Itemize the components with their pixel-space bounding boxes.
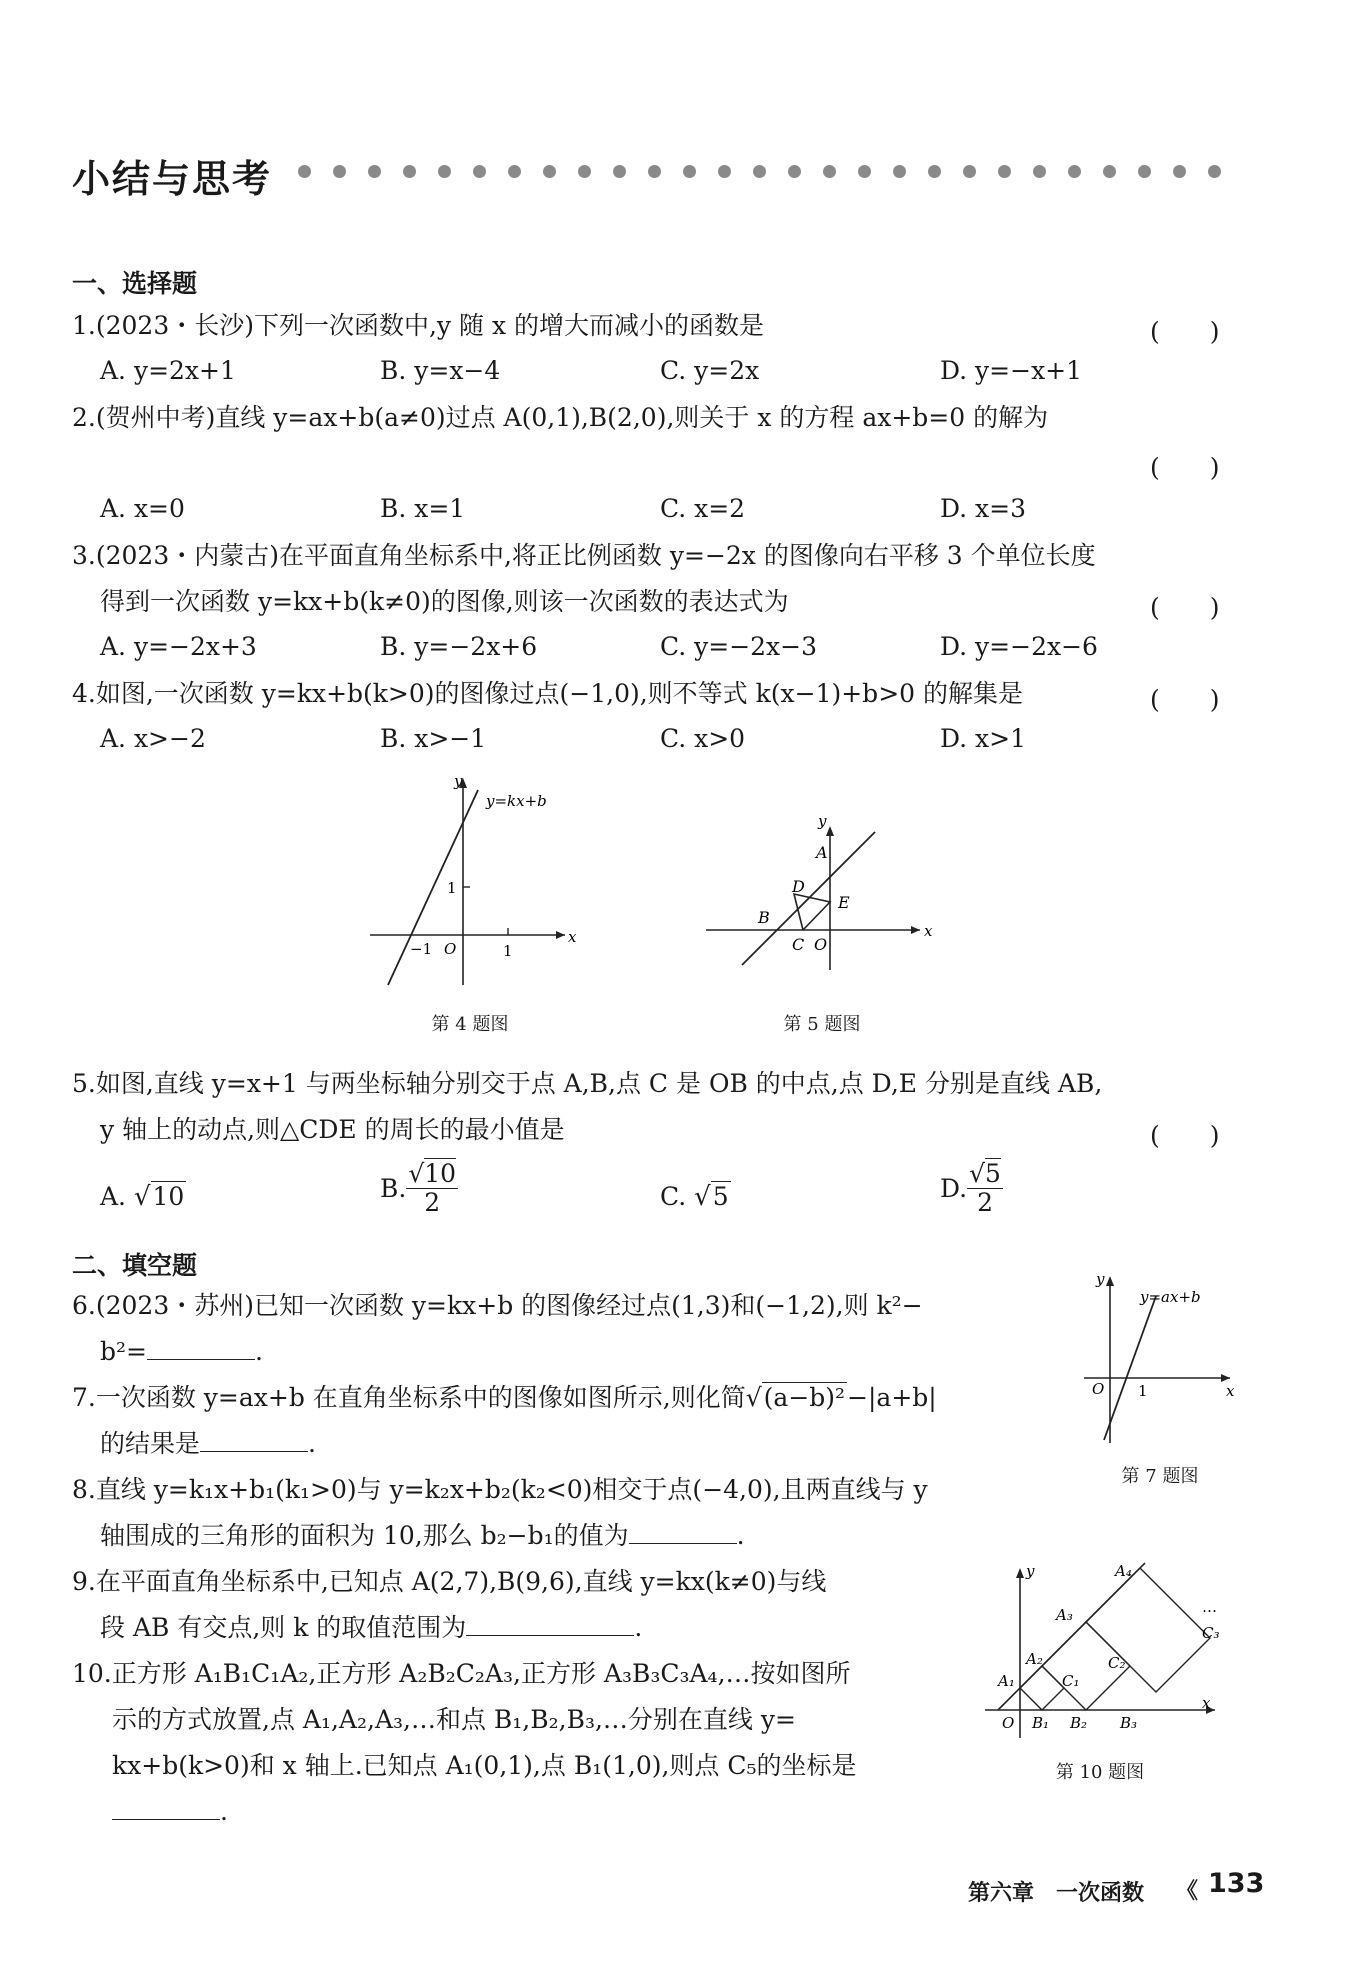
divider-dot xyxy=(893,165,906,178)
q9-answer-blank[interactable] xyxy=(466,1613,634,1636)
divider-dot xyxy=(753,165,766,178)
fig10-a2: A₂ xyxy=(1026,1650,1043,1668)
q3-text-line2: 得到一次函数 y=kx+b(k≠0)的图像,则该一次函数的表达式为 xyxy=(100,587,789,616)
fig7-one: 1 xyxy=(1138,1382,1148,1400)
fig4-origin: O xyxy=(444,940,457,958)
fig7-y-arrow xyxy=(1106,1276,1114,1286)
fig7-origin: O xyxy=(1092,1380,1105,1398)
fig10-b2: B₂ xyxy=(1070,1714,1088,1732)
q1-option-b: B. y=x−4 xyxy=(380,356,501,385)
figure-7-graph xyxy=(1080,1268,1240,1448)
page-title: 小结与思考 xyxy=(72,157,273,201)
fig10-square-3 xyxy=(1086,1568,1210,1692)
q9-text-line2 xyxy=(100,1612,642,1644)
divider-dot xyxy=(1103,165,1116,178)
q10-answer-blank[interactable] xyxy=(112,1797,220,1820)
fig5-y-arrow xyxy=(826,826,834,836)
q4-option-b: B. x>−1 xyxy=(380,724,487,753)
q1-text: 1.(2023・长沙)下列一次函数中,y 随 x 的增大而减小的函数是 xyxy=(72,311,764,340)
q4-answer-paren: ( ) xyxy=(1150,685,1220,714)
fig10-b3: B₃ xyxy=(1120,1714,1138,1732)
q6-line2-text: b²= xyxy=(100,1337,147,1366)
q6-text-line2 xyxy=(100,1336,263,1368)
divider-dot xyxy=(648,165,661,178)
q2-option-c: C. x=2 xyxy=(660,494,746,523)
q5-option-b-radicand: 10 xyxy=(424,1159,457,1188)
q5-option-c-prefix: C. xyxy=(660,1182,695,1211)
divider-dot xyxy=(333,165,346,178)
divider-dot xyxy=(578,165,591,178)
fig10-y-label: y xyxy=(1026,1562,1035,1580)
divider-dot xyxy=(473,165,486,178)
fig4-y-label: y xyxy=(454,772,463,790)
sqrt-sign: √ xyxy=(969,1159,986,1188)
divider-dot xyxy=(368,165,381,178)
q5-option-b-denominator: 2 xyxy=(424,1188,441,1217)
fig10-a1: A₁ xyxy=(998,1672,1015,1690)
fig10-square-1 xyxy=(1020,1666,1064,1710)
divider-dot xyxy=(683,165,696,178)
figure-10-caption: 第 10 题图 xyxy=(1055,1762,1145,1783)
q1-option-c: C. y=2x xyxy=(660,356,760,385)
fig10-b1: B₁ xyxy=(1032,1714,1050,1732)
q3-option-c: C. y=−2x−3 xyxy=(660,632,818,661)
q10-period: . xyxy=(220,1797,228,1826)
divider-dot xyxy=(1138,165,1151,178)
fig10-a4: A₄ xyxy=(1115,1562,1132,1580)
fig5-line-ab xyxy=(742,832,875,965)
fig5-y-label: y xyxy=(818,812,827,830)
q5-text-line1: 5.如图,直线 y=x+1 与两坐标轴分别交于点 A,B,点 C 是 OB 的中点,点 D,E 分别是直线 AB, xyxy=(72,1069,1103,1098)
fig5-point-a: A xyxy=(816,843,828,862)
divider-dot xyxy=(823,165,836,178)
figure-4-caption: 第 4 题图 xyxy=(431,1014,509,1035)
q6-text-line1: 6.(2023・苏州)已知一次函数 y=kx+b 的图像经过点(1,3)和(−1,2),则 k²− xyxy=(72,1291,923,1320)
q1-option-a: A. y=2x+1 xyxy=(100,356,236,385)
figure-5-caption: 第 5 题图 xyxy=(783,1014,861,1035)
fig5-triangle-cde xyxy=(794,894,830,930)
q5-option-b-fraction xyxy=(406,1160,458,1217)
divider-dot xyxy=(298,165,311,178)
q1-answer-paren: ( ) xyxy=(1150,317,1220,346)
q7-radicand: (a−b)² xyxy=(763,1383,846,1412)
fig10-y-arrow xyxy=(1016,1568,1024,1578)
q5-option-d xyxy=(940,1160,1003,1217)
q6-answer-blank[interactable] xyxy=(147,1337,255,1360)
sqrt-sign: √ xyxy=(745,1383,762,1412)
page-number: 133 xyxy=(1208,1868,1265,1899)
q7-line1-tail: −|a+b| xyxy=(847,1383,937,1412)
q8-text-line1: 8.直线 y=k₁x+b₁(k₁>0)与 y=k₂x+b₂(k₂<0)相交于点(−4,0),且两直线与 y xyxy=(72,1475,928,1504)
fig4-y-one: 1 xyxy=(447,879,457,897)
fig10-x-label: x xyxy=(1202,1694,1211,1712)
q10-text-line2: 示的方式放置,点 A₁,A₂,A₃,…和点 B₁,B₂,B₃,…分别在直线 y= xyxy=(112,1705,796,1734)
q5-option-d-prefix: D. xyxy=(940,1174,968,1203)
q9-text-line1: 9.在平面直角坐标系中,已知点 A(2,7),B(9,6),直线 y=kx(k≠0)与线 xyxy=(72,1567,827,1596)
figure-5-graph xyxy=(700,810,950,980)
q2-option-b: B. x=1 xyxy=(380,494,466,523)
q8-answer-blank[interactable] xyxy=(629,1521,737,1544)
fig4-x-label: x xyxy=(568,928,577,946)
fig4-line-label: y=kx+b xyxy=(486,792,547,810)
q5-answer-paren: ( ) xyxy=(1150,1121,1220,1150)
q8-text-line2 xyxy=(100,1520,745,1552)
q8-line2-text: 轴围成的三角形的面积为 10,那么 b₂−b₁的值为 xyxy=(100,1521,629,1550)
fig5-point-e: E xyxy=(838,893,850,912)
fig5-x-label: x xyxy=(924,922,933,940)
fig10-c2: C₂ xyxy=(1108,1654,1126,1672)
sqrt-sign: √ xyxy=(408,1159,425,1188)
divider-dot xyxy=(1033,165,1046,178)
q6-period: . xyxy=(254,1337,263,1366)
q5-option-a-radicand: 10 xyxy=(152,1182,185,1211)
sqrt-sign: √ xyxy=(694,1182,711,1212)
fig7-line xyxy=(1104,1296,1156,1440)
fig4-x-one: 1 xyxy=(503,942,513,960)
q8-period: . xyxy=(736,1521,745,1550)
q5-option-d-radicand: 5 xyxy=(985,1159,1001,1188)
q7-text-line2 xyxy=(100,1428,316,1460)
fig5-point-d: D xyxy=(792,877,805,896)
q5-option-c xyxy=(660,1182,731,1212)
fig7-x-label: x xyxy=(1226,1382,1235,1400)
q7-period: . xyxy=(308,1429,316,1458)
figure-7-caption: 第 7 题图 xyxy=(1121,1466,1199,1487)
figure-4-graph xyxy=(360,770,580,1000)
fig5-point-b: B xyxy=(758,908,770,927)
q5-option-a-prefix: A. xyxy=(100,1182,134,1211)
q4-option-d: D. x>1 xyxy=(940,724,1026,753)
divider-dot xyxy=(438,165,451,178)
q10-text-line4 xyxy=(112,1796,228,1828)
fig4-x-arrow xyxy=(556,931,565,939)
divider-dot xyxy=(963,165,976,178)
fig7-x-arrow xyxy=(1221,1374,1230,1382)
q7-line1-text: 7.一次函数 y=ax+b 在直角坐标系中的图像如图所示,则化简 xyxy=(72,1383,746,1412)
divider-dot xyxy=(1208,165,1221,178)
divider-dot xyxy=(718,165,731,178)
q7-line2-text: 的结果是 xyxy=(100,1429,201,1458)
fig10-a3: A₃ xyxy=(1056,1606,1073,1624)
q5-option-d-fraction xyxy=(967,1160,1003,1217)
fig7-line-label: y=ax+b xyxy=(1140,1288,1201,1306)
q3-answer-paren: ( ) xyxy=(1150,593,1220,622)
q2-option-a: A. x=0 xyxy=(100,494,185,523)
fig5-point-c: C xyxy=(792,935,805,954)
divider-dot xyxy=(1173,165,1186,178)
fig7-y-label: y xyxy=(1096,1270,1105,1288)
q4-option-c: C. x>0 xyxy=(660,724,746,753)
q3-option-b: B. y=−2x+6 xyxy=(380,632,538,661)
q7-answer-blank[interactable] xyxy=(200,1429,308,1452)
divider-dot xyxy=(613,165,626,178)
divider-dot xyxy=(858,165,871,178)
divider-dot xyxy=(928,165,941,178)
q10-text-line1: 10.正方形 A₁B₁C₁A₂,正方形 A₂B₂C₂A₃,正方形 A₃B₃C₃A₄,…按如图所 xyxy=(72,1659,851,1688)
q5-option-a xyxy=(100,1182,186,1212)
fig5-x-arrow xyxy=(911,926,920,934)
q10-text-line3: kx+b(k>0)和 x 轴上.已知点 A₁(0,1),点 B₁(1,0),则点 C₅的坐标是 xyxy=(112,1751,857,1780)
q5-option-b xyxy=(380,1160,458,1217)
footer-arrows-icon: 《 xyxy=(1176,1879,1199,1904)
q2-text: 2.(贺州中考)直线 y=ax+b(a≠0)过点 A(0,1),B(2,0),则关于 x 的方程 ax+b=0 的解为 xyxy=(72,403,1049,432)
fig10-c1: C₁ xyxy=(1062,1672,1080,1690)
section-heading-choice: 一、选择题 xyxy=(72,269,198,298)
fig10-origin: O xyxy=(1002,1714,1015,1732)
q9-line2-text: 段 AB 有交点,则 k 的取值范围为 xyxy=(100,1613,467,1642)
q4-text: 4.如图,一次函数 y=kx+b(k>0)的图像过点(−1,0),则不等式 k(x−1)+b>0 的解集是 xyxy=(72,679,1023,708)
divider-dot xyxy=(543,165,556,178)
divider-dot xyxy=(998,165,1011,178)
q2-option-d: D. x=3 xyxy=(940,494,1026,523)
q1-option-d: D. y=−x+1 xyxy=(940,356,1083,385)
q5-option-c-radicand: 5 xyxy=(712,1182,729,1211)
q2-answer-paren: ( ) xyxy=(1150,453,1220,482)
fig5-point-o: O xyxy=(814,935,828,954)
q4-option-a: A. x>−2 xyxy=(100,724,206,753)
divider-dot xyxy=(788,165,801,178)
q7-text-line1 xyxy=(72,1382,937,1414)
fig4-neg-one: −1 xyxy=(410,940,433,958)
fig10-c3: C₃ xyxy=(1202,1624,1220,1642)
divider-dot xyxy=(403,165,416,178)
section-heading-fill: 二、填空题 xyxy=(72,1251,198,1280)
q9-period: . xyxy=(634,1613,643,1642)
divider-dot xyxy=(508,165,521,178)
divider-dot xyxy=(1068,165,1081,178)
fig10-ellipsis: … xyxy=(1202,1598,1217,1616)
sqrt-sign: √ xyxy=(133,1182,151,1212)
q3-text-line1: 3.(2023・内蒙古)在平面直角坐标系中,将正比例函数 y=−2x 的图像向右平移 3 个单位长度 xyxy=(72,541,1096,570)
footer-chapter: 第六章 一次函数 xyxy=(968,1881,1145,1906)
q3-option-a: A. y=−2x+3 xyxy=(100,632,257,661)
q5-option-b-prefix: B. xyxy=(380,1174,407,1203)
q5-option-d-denominator: 2 xyxy=(977,1188,993,1217)
figure-10-graph xyxy=(980,1560,1240,1745)
q5-text-line2: y 轴上的动点,则△CDE 的周长的最小值是 xyxy=(100,1115,565,1144)
q3-option-d: D. y=−2x−6 xyxy=(940,632,1098,661)
